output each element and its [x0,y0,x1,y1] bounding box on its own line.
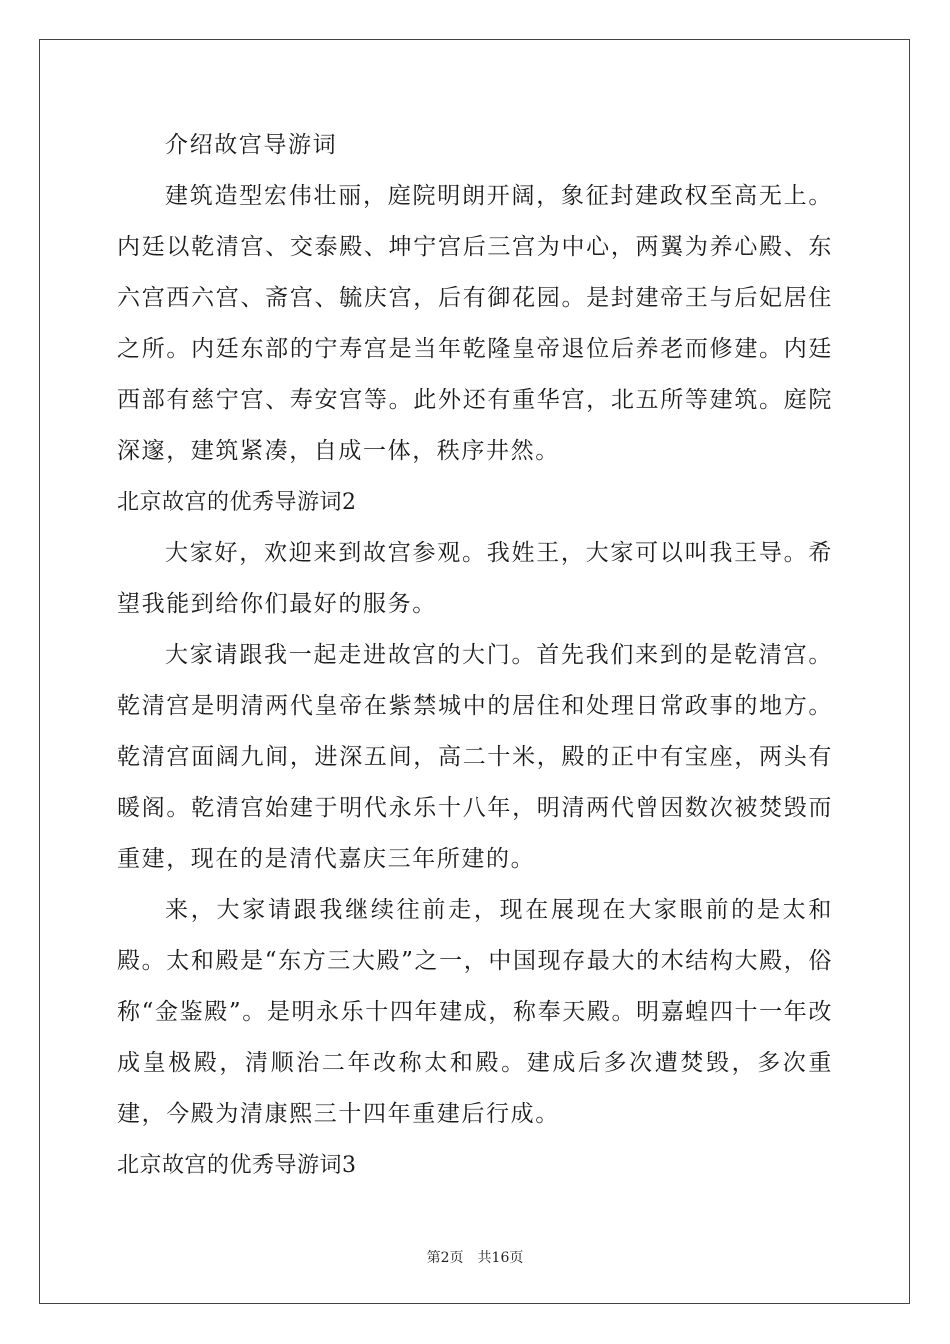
page-number: 第2页 [426,1250,464,1266]
section-heading-2: 北京故宫的优秀导游词2 [117,490,357,515]
section-title-intro: 介绍故宫导游词 [165,132,338,158]
page-footer [0,1247,950,1267]
paragraph-taihe-hall: 来，大家请跟我继续往前走，现在展现在大家眼前的是太和殿。太和殿是“东方三大殿”之一，中国现存最大的木结构大殿，俗称“金鉴殿”。是明永乐十四年建成，称奉天殿。明嘉蝗四十一年改成皇极殿，清顺治二年改称太和殿。建成后多次遭焚毁，多次重建，今殿为清康熙三十四年重建后行成。 [117,897,833,1127]
document-body [117,120,833,1191]
paragraph-architecture: 建筑造型宏伟壮丽，庭院明朗开阔，象征封建政权至高无上。内廷以乾清宫、交泰殿、坤宁宫后三宫为中心，两翼为养心殿、东六宫西六宫、斋宫、毓庆宫，后有御花园。是封建帝王与后妃居住之所。内廷东部的宁寿宫是当年乾隆皇帝退位后养老而修建。内廷西部有慈宁宫、寿安宫等。此外还有重华宫，北五所等建筑。庭院深邃，建筑紧凑，自成一体，秩序井然。 [117,183,833,464]
section-heading-3: 北京故宫的优秀导游词3 [117,1153,357,1178]
paragraph-qianqing-palace: 大家请跟我一起走进故宫的大门。首先我们来到的是乾清宫。乾清宫是明清两代皇帝在紫禁城中的居住和处理日常政事的地方。乾清宫面阔九间，进深五间，高二十米，殿的正中有宝座，两头有暖阁。乾清宫始建于明代永乐十八年，明清两代曾因数次被焚毁而重建，现在的是清代嘉庆三年所建的。 [117,642,833,872]
page-total: 共16页 [477,1250,524,1266]
paragraph-greeting: 大家好，欢迎来到故宫参观。我姓王，大家可以叫我王导。希望我能到给你们最好的服务。 [117,540,833,617]
